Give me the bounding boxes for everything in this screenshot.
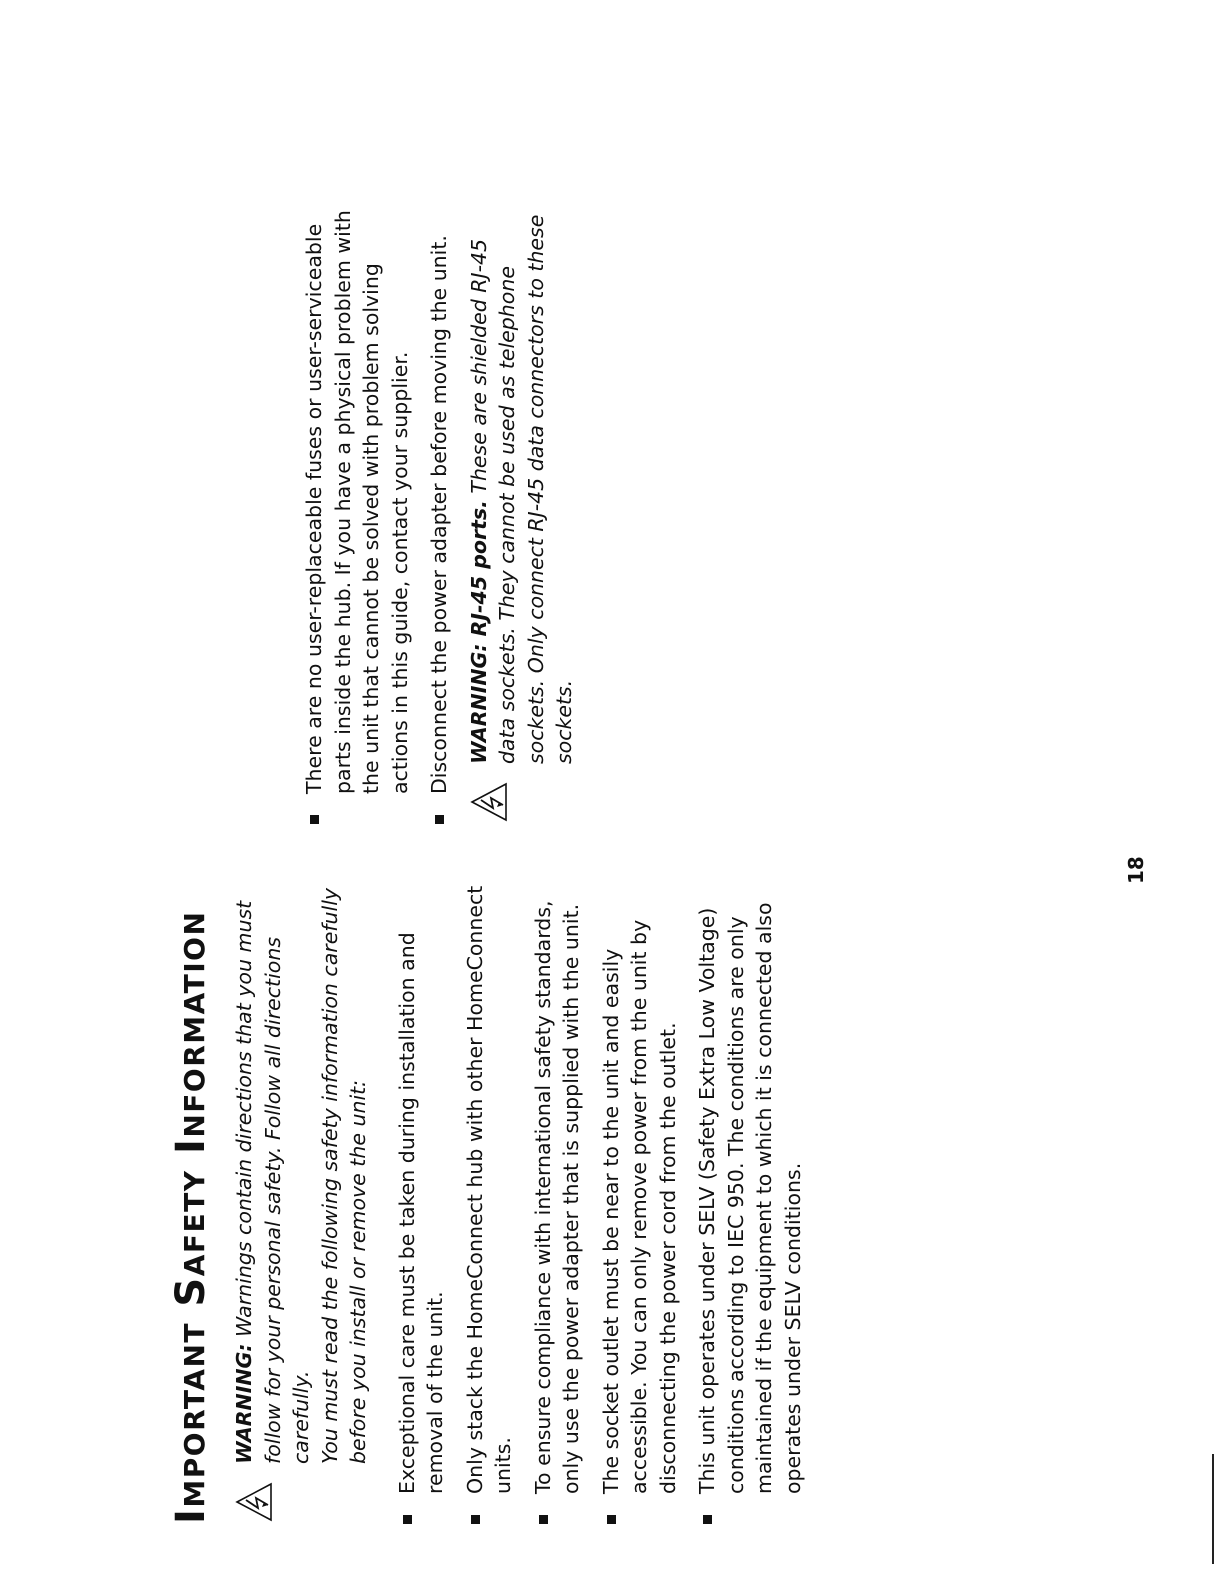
rj45-warning-block	[465, 204, 579, 824]
left-bullet-list	[393, 864, 808, 1524]
list-item: Exceptional care must be taken during installation and removal of the unit.	[393, 864, 450, 1524]
rj45-warning-label: WARNING: RJ-45 ports.	[466, 500, 491, 764]
bullet-icon	[607, 1515, 616, 1524]
warning-block	[230, 864, 373, 1524]
rj45-warning-text	[465, 204, 579, 764]
bullet-icon	[539, 1515, 548, 1524]
list-item: This unit operates under SELV (Safety Extra Low Voltage) conditions according to IEC 950. The conditions are only maintained if the equipment to which it is connected also operates under SELV conditions.	[693, 864, 807, 1524]
warning-body-2: You must read the following safety information carefully before you install or remove the unit:	[317, 887, 370, 1464]
list-item: The socket outlet must be near to the unit and easily accessible. You can only remove power from the unit by disconnecting the power cord from the outlet.	[597, 864, 683, 1524]
list-item: Only stack the HomeConnect hub with other HomeConnect units.	[461, 864, 518, 1524]
page-title: Important Safety Information	[168, 910, 214, 1524]
page-number: 18	[1124, 856, 1148, 884]
bullet-icon	[435, 815, 444, 824]
bullet-icon	[703, 1515, 712, 1524]
warning-text	[230, 864, 316, 1464]
list-item: There are no user-replaceable fuses or user-serviceable parts inside the hub. If you have a physical problem with the unit that cannot be solved with problem solving actions in this guide, contact your supplier.	[300, 204, 414, 824]
bullet-icon	[471, 1515, 480, 1524]
right-column	[300, 204, 579, 824]
electric-shock-warning-icon	[469, 782, 509, 822]
electric-shock-warning-icon	[234, 1482, 274, 1522]
rj45-warning-body: These are shielded RJ-45 data sockets. They cannot be used as telephone sockets. Only connect RJ-45 data connectors to these sockets.	[466, 214, 576, 764]
bullet-icon	[403, 1515, 412, 1524]
scan-edge-line	[1212, 1454, 1214, 1564]
left-column	[230, 864, 818, 1524]
list-item: To ensure compliance with international safety standards, only use the power adapter that is supplied with the unit.	[529, 864, 586, 1524]
warning-label: WARNING:	[232, 1343, 256, 1464]
warning-body: Warnings contain directions that you must follow for your personal safety. Follow all directions carefully.	[232, 900, 313, 1464]
list-item: Disconnect the power adapter before moving the unit.	[425, 204, 454, 824]
right-bullet-list	[300, 204, 454, 824]
bullet-icon	[310, 815, 319, 824]
